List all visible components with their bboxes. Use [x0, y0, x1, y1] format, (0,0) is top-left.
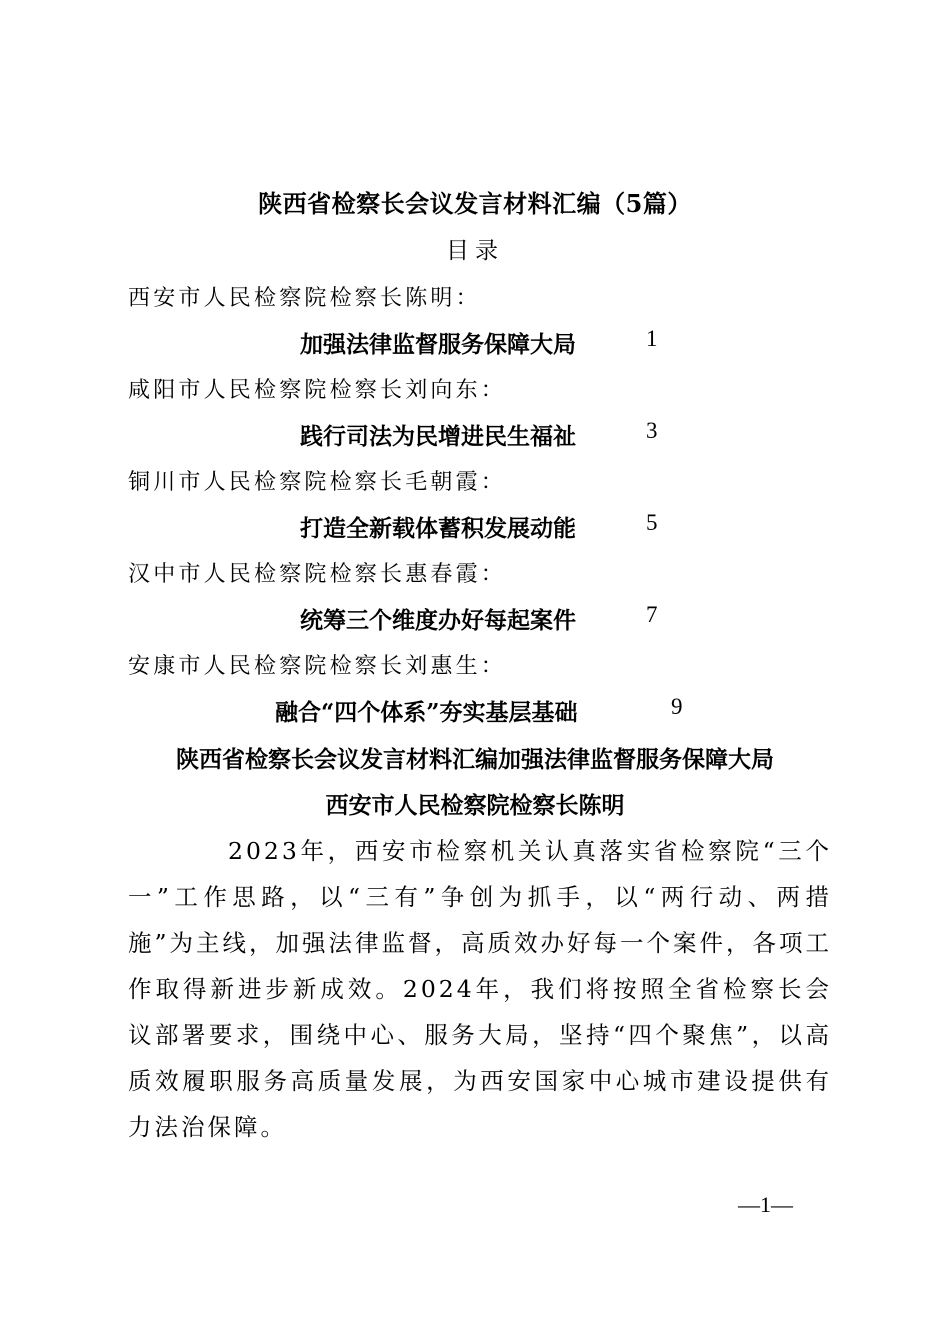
toc-author: 安康市人民检察院检察长刘惠生： — [128, 654, 507, 679]
toc-heading: 目录 — [446, 238, 504, 264]
toc-author: 咸阳市人民检察院检察长刘向东： — [128, 378, 507, 403]
toc-entry-page: 3 — [646, 418, 658, 443]
document-title: 陕西省检察长会议发言材料汇编（5篇） — [258, 189, 692, 218]
section-author: 西安市人民检察院检察长陈明 — [325, 792, 625, 819]
toc-entry-title: 打造全新载体蓄积发展动能 — [300, 515, 576, 542]
toc-entry-title: 践行司法为民增进民生福祉 — [300, 423, 576, 450]
body-paragraph: 2023年，西安市检察机关认真落实省检察院“三个一”工作思路，以“三有”争创为抓手，以“两行动、两措施”为主线，加强法律监督，高质效办好每一个案件，各项工作取得新进步新成效。2024年，我们将按照全省检察长会议部署要求，围绕中心、服务大局，坚持“四个聚焦”，以高质效履职服务高质量发展，为西安国家中心城市建设提供有力法治保障。 — [128, 837, 833, 1141]
toc-entry-title: 统筹三个维度办好每起案件 — [300, 607, 576, 634]
toc-entry-title: 加强法律监督服务保障大局 — [300, 331, 576, 358]
toc-author: 汉中市人民检察院检察长惠春霞： — [128, 562, 507, 587]
toc-entry-page: 5 — [646, 510, 658, 535]
toc-entry-title: 融合“四个体系”夯实基层基础 — [275, 699, 578, 726]
toc-author: 铜川市人民检察院检察长毛朝霞： — [128, 470, 507, 495]
page-number: —1— — [738, 1192, 793, 1217]
toc-author: 西安市人民检察院检察长陈明： — [128, 286, 481, 311]
toc-entry-page: 1 — [646, 326, 658, 351]
toc-entry-page: 7 — [646, 602, 658, 627]
section-title: 陕西省检察长会议发言材料汇编加强法律监督服务保障大局 — [176, 746, 774, 773]
toc-entry-page: 9 — [671, 694, 683, 719]
